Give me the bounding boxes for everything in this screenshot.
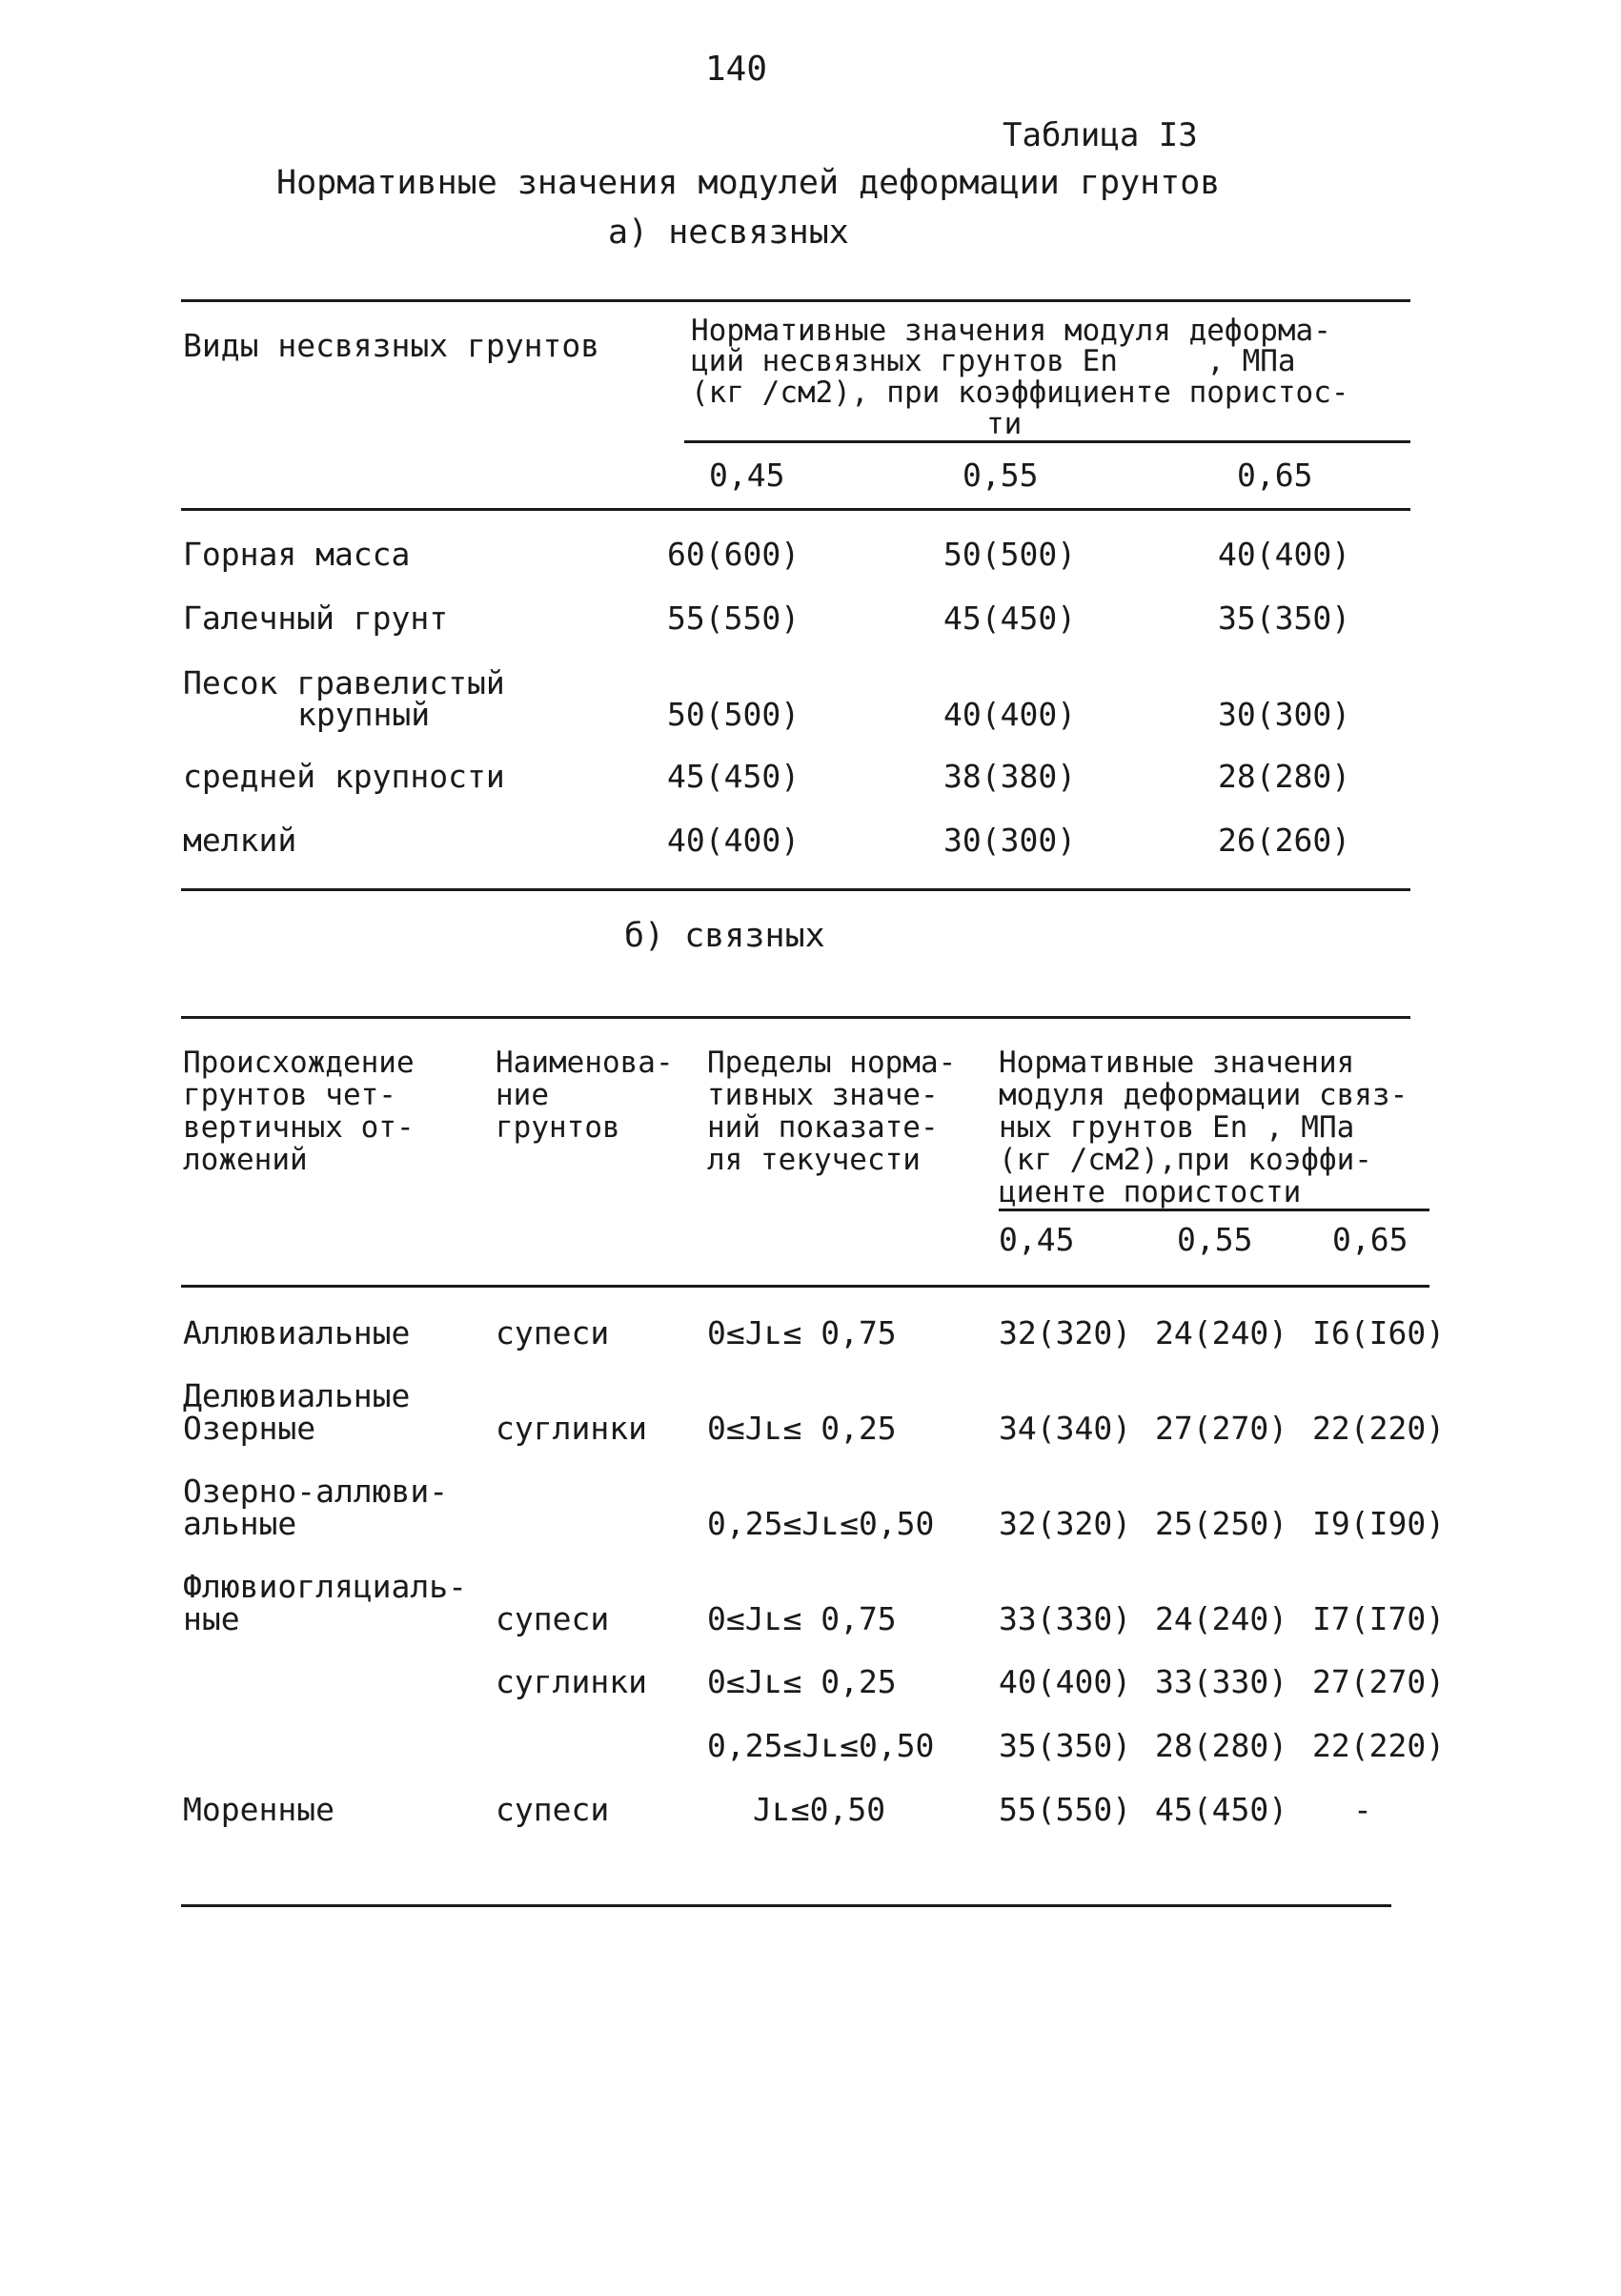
table-a-row-4-name: средней крупности: [183, 758, 505, 795]
table-a-bottom-rule: [181, 888, 1410, 891]
table-a-row-2-value-045: 55(550): [667, 599, 800, 637]
table-b-row-6-value-065: 22(220): [1312, 1727, 1446, 1764]
table-a-header-group-line-3: (кг /см2), при коэффициенте пористос-: [691, 376, 1349, 410]
table-b-row-4-limit: 0≤Jʟ≤ 0,75: [707, 1600, 897, 1637]
table-a-row-5-value-045: 40(400): [667, 822, 800, 859]
table-a-subheader-rule: [684, 440, 1410, 443]
table-b-row-5-soil: суглинки: [496, 1663, 647, 1700]
table-a-row-4-value-065: 28(280): [1218, 758, 1351, 795]
table-b-header-limits-line-1: Пределы норма-: [707, 1046, 957, 1080]
table-a-row-1-value-065: 40(400): [1218, 536, 1351, 573]
table-b-row-3-origin-line-2: альные: [183, 1505, 297, 1542]
table-a-row-3-value-045: 50(500): [667, 696, 800, 733]
table-b-row-5-value-045: 40(400): [999, 1663, 1132, 1700]
table-b-header-values-line-2: модуля деформации связ-: [999, 1078, 1408, 1112]
table-b-porosity-065: 0,65: [1332, 1221, 1408, 1258]
table-b-header-values-line-5: циенте пористости: [999, 1175, 1302, 1209]
table-b-row-6-value-045: 35(350): [999, 1727, 1132, 1764]
table-a-row-2-value-055: 45(450): [943, 599, 1077, 637]
table-title: Нормативные значения модулей деформации грунтов: [276, 164, 1221, 202]
table-b-header-values-line-3: ных грунтов Еn , МПа: [999, 1110, 1355, 1145]
table-b-header-limits-line-3: ний показате-: [707, 1110, 939, 1145]
table-a-row-3-name-line-2: крупный: [297, 696, 431, 733]
table-a-porosity-065: 0,65: [1237, 457, 1313, 494]
table-b-header-name-line-3: грунтов: [496, 1110, 620, 1145]
table-a-row-3-name-line-1: Песок гравелистый: [183, 664, 505, 701]
table-b-header-values-line-4: (кг /см2),при коэффи-: [999, 1143, 1372, 1177]
table-a-porosity-055: 0,55: [962, 457, 1039, 494]
table-b-row-2-value-055: 27(270): [1155, 1410, 1288, 1447]
table-a-porosity-045: 0,45: [709, 457, 785, 494]
table-a-row-3-value-055: 40(400): [943, 696, 1077, 733]
table-b-header-name-line-1: Наименова-: [496, 1046, 674, 1080]
table-b-row-7-value-055: 45(450): [1155, 1791, 1288, 1828]
table-b-row-1-soil: супеси: [496, 1314, 610, 1351]
table-b-row-2-soil: суглинки: [496, 1410, 647, 1447]
table-b-row-4-value-055: 24(240): [1155, 1600, 1288, 1637]
table-b-row-7-soil: супеси: [496, 1791, 610, 1828]
table-b-header-limits-line-4: ля текучести: [707, 1143, 921, 1177]
table-a-row-5-name: мелкий: [183, 822, 297, 859]
table-b-row-2-value-065: 22(220): [1312, 1410, 1446, 1447]
table-b-header-origin-line-4: ложений: [183, 1143, 308, 1177]
table-a-header-type: Виды несвязных грунтов: [183, 327, 600, 364]
table-b-row-1-value-045: 32(320): [999, 1314, 1132, 1351]
table-b-row-5-value-065: 27(270): [1312, 1663, 1446, 1700]
table-b-row-3-value-055: 25(250): [1155, 1505, 1288, 1542]
table-b-header-limits-line-2: тивных значе-: [707, 1078, 939, 1112]
table-a-header-rule: [181, 508, 1410, 511]
table-b-row-4-soil: супеси: [496, 1600, 610, 1637]
table-b-header-origin-line-3: вертичных от-: [183, 1110, 415, 1145]
table-b-row-3-value-065: I9(I90): [1312, 1505, 1446, 1542]
table-b-row-4-value-045: 33(330): [999, 1600, 1132, 1637]
table-a-row-2-value-065: 35(350): [1218, 599, 1351, 637]
table-b-row-5-limit: 0≤Jʟ≤ 0,25: [707, 1663, 897, 1700]
table-a-row-1-value-055: 50(500): [943, 536, 1077, 573]
table-b-row-7-value-065: -: [1353, 1791, 1372, 1828]
table-b-row-1-value-055: 24(240): [1155, 1314, 1288, 1351]
table-b-header-name-line-2: ние: [496, 1078, 549, 1112]
section-a-title: а) несвязных: [608, 213, 849, 252]
section-b-title: б) связных: [624, 917, 825, 955]
table-a-row-4-value-055: 38(380): [943, 758, 1077, 795]
table-a-row-1-name: Горная масса: [183, 536, 411, 573]
table-a-top-rule: [181, 299, 1410, 302]
table-b-row-6-limit: 0,25≤Jʟ≤0,50: [707, 1727, 935, 1764]
table-b-row-7-limit: Jʟ≤0,50: [753, 1791, 886, 1828]
table-b-bottom-rule: [181, 1904, 1391, 1907]
table-a-header-group-line-2: ций несвязных грунтов Еn , МПа: [691, 344, 1296, 378]
table-a-row-2-name: Галечный грунт: [183, 599, 449, 637]
table-b-row-2-origin-line-1: Делювиальные: [183, 1377, 411, 1414]
table-b-row-7-origin: Моренные: [183, 1791, 334, 1828]
table-a-header-group-line-4: ти: [986, 407, 1023, 441]
page-number: 140: [705, 50, 768, 89]
table-b-row-1-value-065: I6(I60): [1312, 1314, 1446, 1351]
table-a-header-group-line-1: Нормативные значения модуля деформа-: [691, 314, 1331, 348]
table-b-row-2-origin-line-2: Озерные: [183, 1410, 316, 1447]
table-label: Таблица I3: [1003, 116, 1198, 154]
table-b-row-3-limit: 0,25≤Jʟ≤0,50: [707, 1505, 935, 1542]
table-b-row-4-origin-line-2: ные: [183, 1600, 240, 1637]
table-b-row-7-value-045: 55(550): [999, 1791, 1132, 1828]
table-b-row-3-value-045: 32(320): [999, 1505, 1132, 1542]
table-b-top-rule: [181, 1016, 1410, 1019]
table-b-row-6-value-055: 28(280): [1155, 1727, 1288, 1764]
table-a-row-5-value-065: 26(260): [1218, 822, 1351, 859]
table-b-row-4-value-065: I7(I70): [1312, 1600, 1446, 1637]
table-b-row-1-origin: Аллювиальные: [183, 1314, 411, 1351]
table-b-porosity-045: 0,45: [999, 1221, 1075, 1258]
table-b-header-origin-line-2: грунтов чет-: [183, 1078, 396, 1112]
table-a-row-1-value-045: 60(600): [667, 536, 800, 573]
table-b-header-origin-line-1: Происхождение: [183, 1046, 415, 1080]
table-a-row-5-value-055: 30(300): [943, 822, 1077, 859]
table-b-row-4-origin-line-1: Флювиогляциаль-: [183, 1568, 468, 1605]
table-b-row-2-limit: 0≤Jʟ≤ 0,25: [707, 1410, 897, 1447]
table-b-header-rule: [181, 1285, 1429, 1288]
table-b-row-3-origin-line-1: Озерно-аллюви-: [183, 1473, 449, 1510]
table-a-row-3-value-065: 30(300): [1218, 696, 1351, 733]
table-b-row-5-value-055: 33(330): [1155, 1663, 1288, 1700]
table-b-row-1-limit: 0≤Jʟ≤ 0,75: [707, 1314, 897, 1351]
table-a-row-4-value-045: 45(450): [667, 758, 800, 795]
table-b-row-2-value-045: 34(340): [999, 1410, 1132, 1447]
table-b-header-values-line-1: Нормативные значения: [999, 1046, 1355, 1080]
table-b-porosity-055: 0,55: [1177, 1221, 1253, 1258]
